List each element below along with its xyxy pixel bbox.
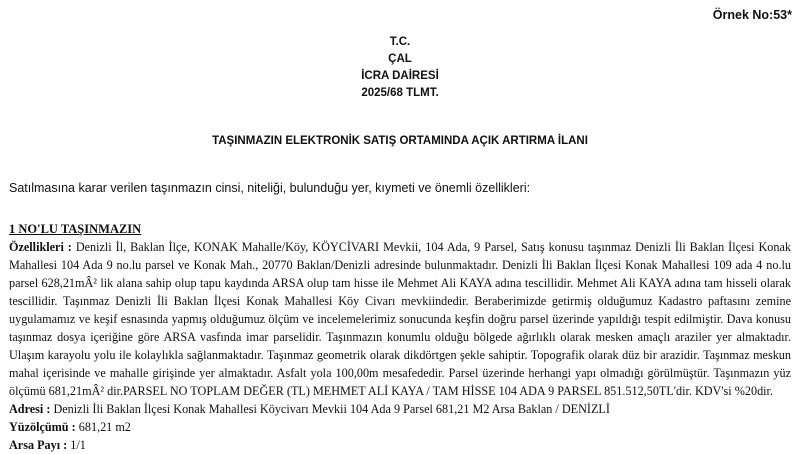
property-features [9, 238, 791, 400]
notice-title: TAŞINMAZIN ELEKTRONİK SATIŞ ORTAMINDA AÇIK ARTIRMA İLANI [212, 135, 588, 147]
area-text: 681,21 m2 [78, 420, 131, 434]
document-header [0, 34, 800, 102]
features-text: Denizli İl, Baklan İlçe, KONAK Mahalle/Köy, KÖYCİVARI Mevkii, 104 Ada, 9 Parsel, Satış konusu taşınmaz Denizli İli Baklan İlçesi Konak Mahallesi 104 Ada 9 no.lu parsel ve Konak Mah., 20770 Baklan/Denizli adresinde bulunmaktadır. Denizli İli Baklan İlçesi Konak Mahallesi 109 ada 4 no.lu parsel 628,21mÂ² lik alana sahip olup tapu kaydında ARSA olup tam hisse ile Mehmet Ali KAYA adına tescillidir. Mehmet Ali KAYA adına tam hisseli olarak tescillidir. Taşınmaz Denizli İli Baklan İlçesi Konak Mahallesi Köy Civarı mevkiindedir. Beraberimizde getirmiş olduğumuz Kadastro paftasını zemine uygulamamız ve keşif esnasında yapmış olduğumuz ölçüm ve incelemelerimiz sonucunda keşfin doğru parsel üzerinde yapıldığı tespit edilmiştir. Dava konusu taşınmaz dosya içeriğine göre ARSA vasfında imar parselidir. Taşınmazın konumlu olduğu bölgede ağırlıklı olarak mesken amaçlı araziler yer almaktadır. Ulaşım karayolu yolu ile kolaylıkla sağlanmaktadır. Taşınmaz geometrik olarak dikdörtgen şekle sahiptir. Topografik olarak düz bir arazidir. Taşınmaz meskun mahal içerisinde ve mahalle girişinde yer almaktadır. Asfalt yola 100,00m mesafededir. Parsel üzerinde herhangi yapı olmadığı görülmüştür. Taşınmazın yüz ölçümü 681,21mÂ² dir.PARSEL NO TOPLAM DEĞER (TL) MEHMET ALİ KAYA / TAM HİSSE 104 ADA 9 PARSEL 851.512,50TL'dir. KDV'si %20dir. [9, 240, 791, 398]
header-office: İCRA DAİRESİ [361, 70, 439, 82]
intro-text: Satılmasına karar verilen taşınmazın cinsi, niteliği, bulunduğu yer, kıymeti ve önemli özellikleri: [9, 181, 531, 195]
header-district: ÇAL [388, 53, 412, 65]
share-label: Arsa Payı : [9, 438, 68, 452]
address-text: Denizli İli Baklan İlçesi Konak Mahallesi Köycivarı Mevkii 104 Ada 9 Parsel 681,21 M2 Arsa Baklan / DENİZLİ [53, 402, 610, 416]
share-text: 1/1 [70, 438, 86, 452]
property-share [9, 436, 791, 454]
property-section-title: 1 NO'LU TAŞINMAZIN [9, 222, 142, 236]
property-area [9, 418, 791, 436]
features-label: Özellikleri : [9, 240, 72, 254]
property-address [9, 400, 791, 418]
address-label: Adresi : [9, 402, 51, 416]
header-file-number: 2025/68 TLMT. [361, 87, 439, 99]
header-country: T.C. [389, 36, 411, 48]
property-details [9, 238, 791, 454]
area-label: Yüzölçümü : [9, 420, 76, 434]
sample-number: Örnek No:53* [712, 8, 792, 22]
